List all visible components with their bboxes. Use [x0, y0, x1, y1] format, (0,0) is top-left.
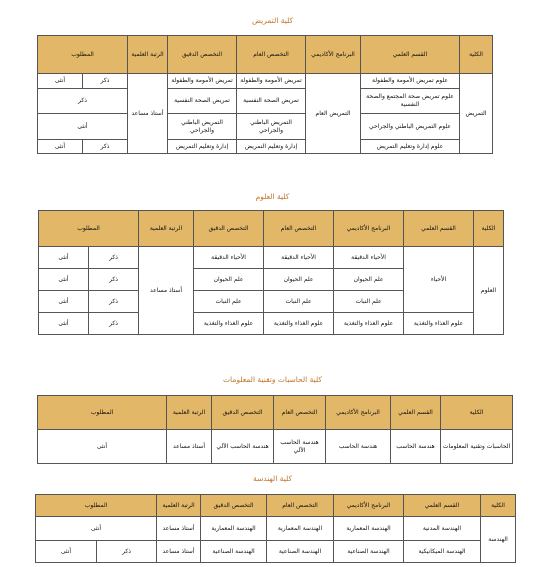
cell-required-male: ذكر — [83, 74, 128, 89]
nursing-table — [37, 35, 493, 154]
table-row — [38, 89, 493, 114]
cell-general: تمريض الصحة النفسية — [237, 89, 306, 114]
section-title-science: كلية العلوم — [255, 192, 290, 201]
col-header-specific-specialty: التخصص الدقيق — [201, 495, 267, 517]
table-row — [38, 430, 513, 464]
cell-general: علم النبات — [264, 291, 334, 313]
col-header-required: المطلوب — [36, 495, 157, 517]
cell-specific: التمريض الباطني والجراحي — [168, 114, 237, 140]
table-row — [36, 541, 516, 563]
col-header-college: الكلية — [474, 211, 504, 247]
col-header-college: الكلية — [481, 495, 516, 517]
col-header-college: الكلية — [460, 36, 493, 74]
cell-specific: علم النبات — [194, 291, 264, 313]
cell-department: علوم تمريض صحة المجتمع والصحة النفسية — [361, 89, 460, 114]
col-header-program: البرنامج الأكاديمي — [334, 495, 404, 517]
cell-department: الأحياء — [404, 247, 474, 313]
table-row — [38, 140, 493, 154]
table-row — [38, 114, 493, 140]
cell-required-female: أنثى — [38, 74, 83, 89]
cell-general: هندسة الحاسب الآلي — [274, 430, 326, 464]
cell-required: ذكر — [38, 89, 128, 114]
cell-program: علم الحيوان — [334, 269, 404, 291]
cell-program: الهندسة المعمارية — [334, 517, 404, 541]
table-row — [36, 517, 516, 541]
col-header-college: الكلية — [441, 396, 513, 430]
cell-specific: تمريض الأمومة والطفولة — [168, 74, 237, 89]
section-title-engineering: كلية الهندسة — [252, 474, 293, 483]
cell-specific: الأحياء الدقيقة — [194, 247, 264, 269]
cell-required: أنثى — [38, 430, 167, 464]
table-row — [39, 247, 504, 269]
col-header-department: القسم العلمي — [391, 396, 441, 430]
cell-required-female: أنثى — [39, 247, 89, 269]
col-header-program: البرنامج الأكاديمي — [334, 211, 404, 247]
cell-college: الحاسبات وتقنية المعلومات — [441, 430, 513, 464]
section-title-nursing: كلية التمريض — [251, 16, 294, 25]
cell-college: الهندسة — [481, 517, 516, 563]
col-header-program: البرنامج الأكاديمي — [326, 396, 391, 430]
col-header-required: المطلوب — [38, 396, 167, 430]
cell-general: الأحياء الدقيقة — [264, 247, 334, 269]
col-header-general-specialty: التخصص العام — [264, 211, 334, 247]
cell-required: أنثى — [38, 114, 128, 140]
col-header-program: البرنامج الأكاديمي — [306, 36, 361, 74]
col-header-rank: الرتبة العلمية — [157, 495, 201, 517]
cell-program: هندسة الحاسب — [326, 430, 391, 464]
cell-specific: علوم الغذاء والتغذية — [194, 313, 264, 335]
cell-general: التمريض الباطني والجراحي — [237, 114, 306, 140]
cell-department: علوم إدارة وتعليم التمريض — [361, 140, 460, 154]
cell-required-male: ذكر — [89, 269, 139, 291]
col-header-rank: الرتبة العلمية — [128, 36, 168, 74]
col-header-rank: الرتبة العلمية — [167, 396, 212, 430]
col-header-general-specialty: التخصص العام — [274, 396, 326, 430]
col-header-specific-specialty: التخصص الدقيق — [194, 211, 264, 247]
col-header-general-specialty: التخصص العام — [237, 36, 306, 74]
computing-table — [37, 395, 513, 464]
cell-program: الهندسة الصناعية — [334, 541, 404, 563]
cell-required-male: ذكر — [89, 313, 139, 335]
cell-rank: أستاذ مساعد — [139, 247, 194, 335]
cell-program: الأحياء الدقيقة — [334, 247, 404, 269]
cell-general: الهندسة الصناعية — [267, 541, 334, 563]
col-header-department: القسم العلمي — [404, 495, 481, 517]
cell-specific: هندسة الحاسب الآلي — [212, 430, 274, 464]
cell-rank: أستاذ مساعد — [128, 74, 168, 154]
section-title-computing: كلية الحاسبات وتقنية المعلومات — [223, 375, 322, 384]
col-header-specific-specialty: التخصص الدقيق — [168, 36, 237, 74]
cell-general: الهندسة المعمارية — [267, 517, 334, 541]
cell-program: علم النبات — [334, 291, 404, 313]
cell-required-male: ذكر — [83, 140, 128, 154]
science-table — [38, 210, 504, 335]
table-header-row — [38, 36, 493, 74]
table-row — [38, 74, 493, 89]
cell-required: أنثى — [36, 517, 157, 541]
col-header-department: القسم العلمي — [404, 211, 474, 247]
cell-program: التمريض العام — [306, 74, 361, 154]
cell-program: علوم الغذاء والتغذية — [334, 313, 404, 335]
col-header-required: المطلوب — [38, 36, 128, 74]
engineering-table — [35, 494, 516, 563]
cell-college: التمريض — [460, 74, 493, 154]
cell-required-male: ذكر — [89, 247, 139, 269]
cell-rank: أستاذ مساعد — [167, 430, 212, 464]
cell-department: علوم التمريض الباطني والجراحي — [361, 114, 460, 140]
cell-specific: علم الحيوان — [194, 269, 264, 291]
col-header-general-specialty: التخصص العام — [267, 495, 334, 517]
table-header-row — [36, 495, 516, 517]
col-header-specific-specialty: التخصص الدقيق — [212, 396, 274, 430]
table-row — [39, 313, 504, 335]
cell-required-male: ذكر — [97, 541, 157, 563]
cell-required-female: أنثى — [39, 269, 89, 291]
cell-specific: تمريض الصحة النفسية — [168, 89, 237, 114]
col-header-department: القسم العلمي — [361, 36, 460, 74]
cell-department: علوم الغذاء والتغذية — [404, 313, 474, 335]
cell-required-female: أنثى — [39, 291, 89, 313]
cell-required-female: أنثى — [38, 140, 83, 154]
cell-required-female: أنثى — [36, 541, 97, 563]
cell-rank: أستاذ مساعد — [157, 517, 201, 541]
cell-required-female: أنثى — [39, 313, 89, 335]
col-header-rank: الرتبة العلمية — [139, 211, 194, 247]
cell-rank: أستاذ مساعد — [157, 541, 201, 563]
cell-general: تمريض الأمومة والطفولة — [237, 74, 306, 89]
cell-department: الهندسة المدنية — [404, 517, 481, 541]
cell-specific: الهندسة المعمارية — [201, 517, 267, 541]
table-header-row — [39, 211, 504, 247]
cell-required-male: ذكر — [89, 291, 139, 313]
table-header-row — [38, 396, 513, 430]
cell-specific: الهندسة الصناعية — [201, 541, 267, 563]
col-header-required: المطلوب — [39, 211, 139, 247]
cell-department: الهندسة الميكانيكية — [404, 541, 481, 563]
cell-general: إدارة وتعليم التمريض — [237, 140, 306, 154]
cell-college: العلوم — [474, 247, 504, 335]
cell-department: علوم تمريض الأمومة والطفولة — [361, 74, 460, 89]
cell-department: هندسة الحاسب — [391, 430, 441, 464]
cell-general: علم الحيوان — [264, 269, 334, 291]
cell-general: علوم الغذاء والتغذية — [264, 313, 334, 335]
cell-specific: إدارة وتعليم التمريض — [168, 140, 237, 154]
